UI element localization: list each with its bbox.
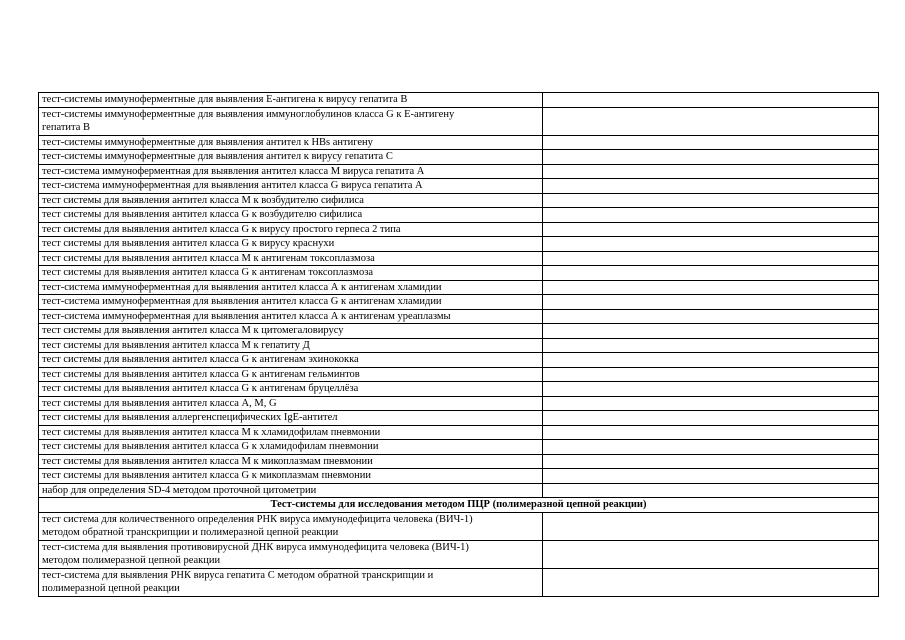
item-name-cell: тест системы для выявления антител класса М к микоплазмам пневмонии [39,454,543,469]
table-row [39,150,879,165]
item-name-cell: тест системы для выявления антител класса G к антигенам эхинококка [39,353,543,368]
item-name-line: тест-система для выявления противовирусной ДНК вируса иммунодефицита человека (ВИЧ-1) [42,541,469,553]
item-name-cell: тест-системы иммуноферментные для выявления антител к HBs антигену [39,135,543,150]
value-cell [543,280,879,295]
table-row [39,411,879,426]
value-cell [543,309,879,324]
value-cell [543,512,879,540]
item-name-cell: тест системы для выявления аллергенспецифических IgE-антител [39,411,543,426]
table-row [39,93,879,108]
table-row [39,338,879,353]
item-name-cell: тест-система иммуноферментная для выявления антител класса G вируса гепатита А [39,179,543,194]
value-cell [543,540,879,568]
value-cell [543,353,879,368]
item-name-line: методом обратной транскрипции и полимеразной цепной реакции [42,527,339,538]
table-row [39,193,879,208]
item-name-cell: тест системы для выявления антител класса А, М, G [39,396,543,411]
item-name-line: гепатита В [42,122,91,133]
item-name-line: тест-системы иммуноферментные для выявления иммуноглобулинов класса G к Е-антигену [42,108,455,120]
item-name-cell: тест системы для выявления антител класса G к антигенам бруцеллёза [39,382,543,397]
value-cell [543,208,879,223]
item-name-cell: тест системы для выявления антител класса G к вирусу простого герпеса 2 типа [39,222,543,237]
item-name-cell: тест системы для выявления антител класса G к возбудителю сифилиса [39,208,543,223]
table-row [39,469,879,484]
item-name-line: тест система для количественного определения РНК вируса иммунодефицита человека (ВИЧ-1) [42,513,473,525]
table-row [39,440,879,455]
table-row [39,353,879,368]
value-cell [543,295,879,310]
table-row [39,454,879,469]
item-name-cell: набор для определения SD-4 методом проточной цитометрии [39,483,543,498]
value-cell [543,164,879,179]
value-cell [543,411,879,426]
item-name-line: полимеразной цепной реакции [42,583,180,594]
item-name-cell: тест системы для выявления антител класса М к цитомегаловирусу [39,324,543,339]
table-row [39,540,879,568]
table-row [39,425,879,440]
item-name-cell: тест системы для выявления антител класса G к хламидофилам пневмонии [39,440,543,455]
item-name-cell: тест системы для выявления антител класса М к антигенам токсоплазмоза [39,251,543,266]
value-cell [543,222,879,237]
table-row [39,324,879,339]
table-row [39,512,879,540]
value-cell [543,107,879,135]
table-row [39,266,879,281]
value-cell [543,338,879,353]
table-row [39,179,879,194]
table-row [39,309,879,324]
table-section-pcr [39,512,879,596]
item-name-cell: тест-система иммуноферментная для выявления антител класса М вируса гепатита А [39,164,543,179]
item-name-cell [39,512,543,540]
table-section-pcr-header [39,498,879,513]
value-cell [543,469,879,484]
item-name-line: методом полимеразной цепной реакции [42,555,221,566]
value-cell [543,425,879,440]
value-cell [543,382,879,397]
section-header-cell: Тест-системы для исследования методом ПЦР (полимеразной цепной реакции) [39,498,879,513]
table-row [39,135,879,150]
item-name-cell: тест системы для выявления антител класса G к микоплазмам пневмонии [39,469,543,484]
value-cell [543,440,879,455]
item-name-line: тест-система для выявления РНК вируса гепатита С методом обратной транскрипции и [42,569,434,581]
value-cell [543,135,879,150]
value-cell [543,454,879,469]
item-name-cell: тест-система иммуноферментная для выявления антител класса А к антигенам хламидии [39,280,543,295]
value-cell [543,367,879,382]
value-cell [543,237,879,252]
item-name-cell: тест-система иммуноферментная для выявления антител класса G к антигенам хламидии [39,295,543,310]
value-cell [543,93,879,108]
item-name-cell: тест-системы иммуноферментные для выявления Е-антигена к вирусу гепатита В [39,93,543,108]
value-cell [543,150,879,165]
value-cell [543,179,879,194]
value-cell [543,324,879,339]
item-name-cell: тест системы для выявления антител класса G к антигенам гельминтов [39,367,543,382]
value-cell [543,251,879,266]
item-name-cell [39,568,543,596]
table-row [39,483,879,498]
item-name-cell: тест системы для выявления антител класса М к возбудителю сифилиса [39,193,543,208]
item-name-cell: тест системы для выявления антител класса М к гепатиту Д [39,338,543,353]
value-cell [543,193,879,208]
table-row [39,295,879,310]
table-row [39,367,879,382]
item-name-cell: тест системы для выявления антител класса G к вирусу краснухи [39,237,543,252]
table-row [39,208,879,223]
table-row [39,237,879,252]
item-name-cell [39,540,543,568]
item-name-cell: тест-система иммуноферментная для выявления антител класса А к антигенам уреаплазмы [39,309,543,324]
section-header-row [39,498,879,513]
item-name-cell: тест-системы иммуноферментные для выявления антител к вирусу гепатита С [39,150,543,165]
item-name-cell: тест системы для выявления антител класса М к хламидофилам пневмонии [39,425,543,440]
table-row [39,251,879,266]
value-cell [543,483,879,498]
table-row [39,164,879,179]
item-name-cell: тест системы для выявления антител класса G к антигенам токсоплазмоза [39,266,543,281]
item-name-cell [39,107,543,135]
table-row [39,382,879,397]
table-row [39,568,879,596]
value-cell [543,266,879,281]
value-cell [543,396,879,411]
table-row [39,107,879,135]
table-row [39,222,879,237]
table-row [39,280,879,295]
items-table [38,92,879,597]
table-section-immunoassay [39,93,879,498]
table-row [39,396,879,411]
value-cell [543,568,879,596]
